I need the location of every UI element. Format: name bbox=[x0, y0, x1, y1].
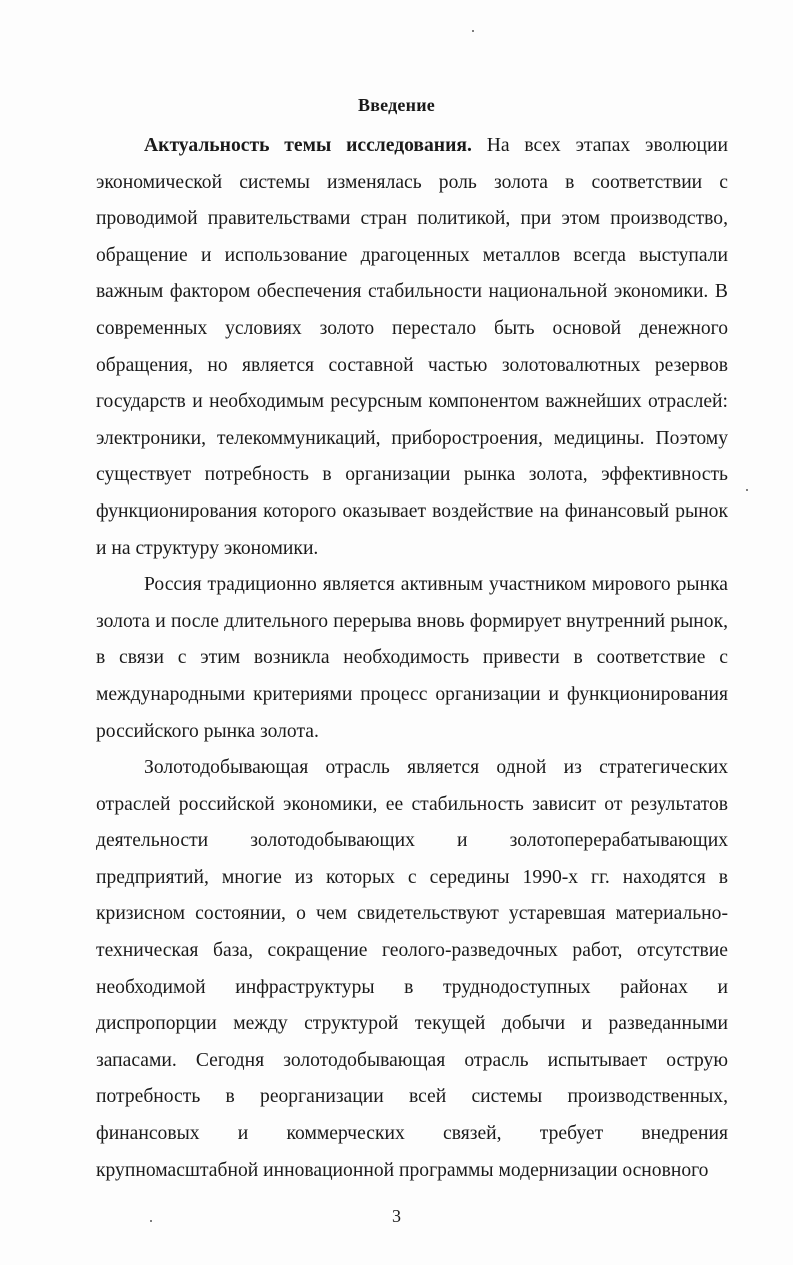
body-text bbox=[96, 128, 728, 1189]
scan-speck bbox=[472, 30, 474, 32]
paragraph bbox=[96, 128, 728, 567]
paragraph bbox=[96, 567, 728, 750]
paragraph-text: На всех этапах эволюции экономической системы изменялась роль золота в соответствии с проводимой правительствами стран политикой, при этом производство, обращение и использование драгоценных металлов всегда выступали важным фактором обеспечения стабильности национальной экономики. В современных условиях золото перестало быть основой денежного обращения, но является составной частью золотовалютных резервов государств и необходимым ресурсным компонентом важнейших отраслей: электроники, телекоммуникаций, приборостроения, медицины. Поэтому существует потребность в организации рынка золота, эффективность функционирования которого оказывает воздействие на финансовый рынок и на структуру экономики. bbox=[96, 135, 728, 559]
scan-speck bbox=[746, 489, 748, 491]
paragraph-text: Россия традиционно является активным участником мирового рынка золота и после длительного перерыва вновь формирует внутренний рынок, в связи с этим возникла необходимость привести в соответствие с международными критериями процесс организации и функционирования российского рынка золота. bbox=[96, 574, 728, 742]
page-title: Введение bbox=[358, 95, 435, 115]
page-number: 3 bbox=[392, 1206, 401, 1226]
paragraph-lead-in: Актуальность темы исследования. bbox=[144, 135, 472, 156]
paragraph bbox=[96, 750, 728, 1189]
paragraph-text: Золотодобывающая отрасль является одной из стратегических отраслей российской экономики, ее стабильность зависит от результатов деятельности золотодобывающих и золотоперерабатывающих предприятий, многие из которых с середины 1990-х гг. находятся в кризисном состоянии, о чем свидетельствуют устаревшая материально-техническая база, сокращение геолого-разведочных работ, отсутствие необходимой инфраструктуры в труднодоступных районах и диспропорции между структурой текущей добычи и разведанными запасами. Сегодня золотодобывающая отрасль испытывает острую потребность в реорганизации всей системы производственных, финансовых и коммерческих связей, требует внедрения крупномасштабной инновационной программы модернизации основного bbox=[96, 757, 728, 1181]
